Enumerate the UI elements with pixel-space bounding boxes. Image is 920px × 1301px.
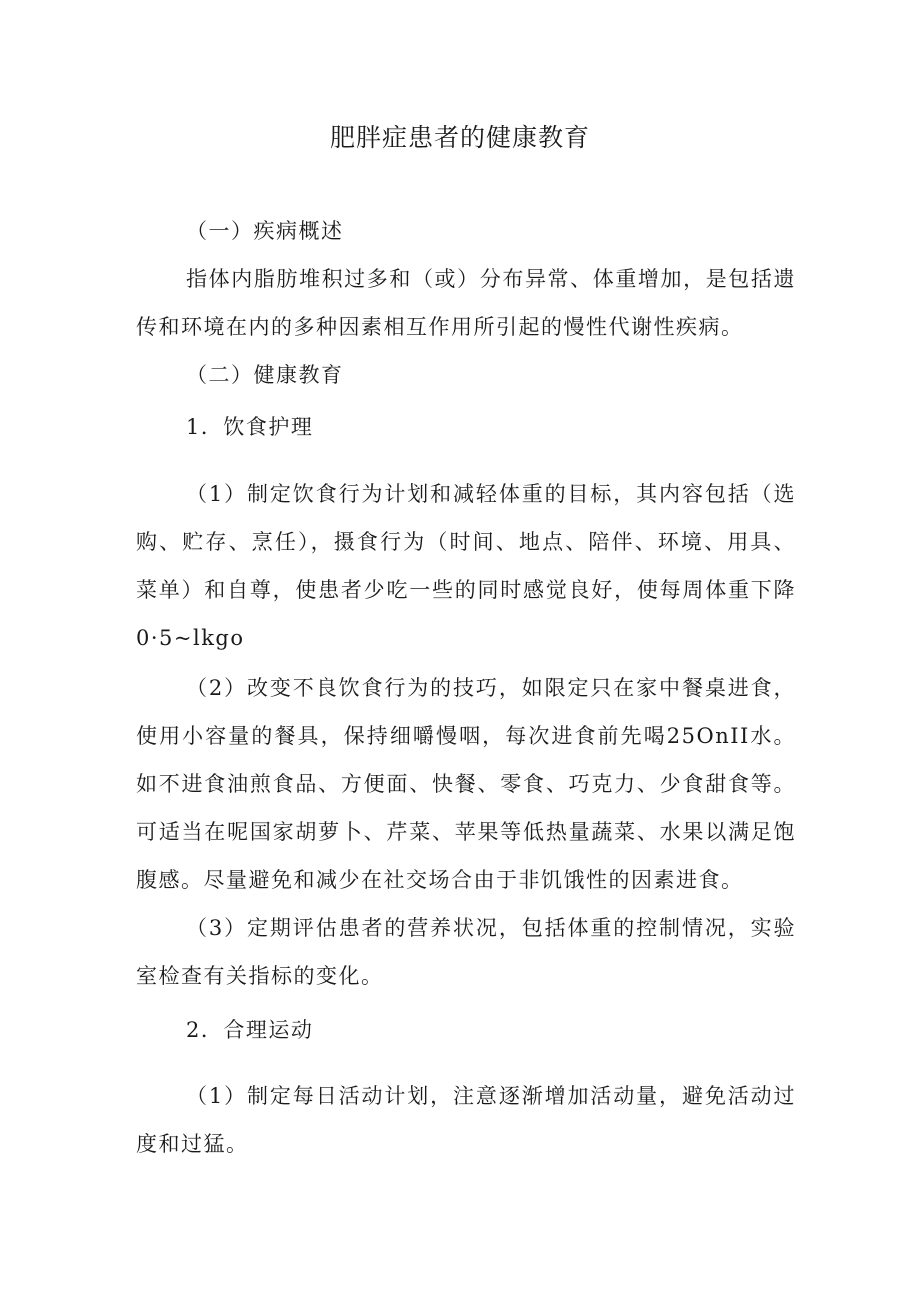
paragraph-nutrition-assessment: （3）定期评估患者的营养状况，包括体重的控制情况，实验室检查有关指标的变化。 — [136, 916, 796, 988]
section-heading-overview: （一）疾病概述 — [186, 219, 344, 243]
subheading-diet-care: 1．饮食护理 — [186, 415, 314, 439]
subheading-exercise: 2．合理运动 — [186, 1018, 314, 1042]
paragraph-diet-plan: （1）制定饮食行为计划和减轻体重的目标，其内容包括（选购、贮存、烹任），摄食行为（时间、地点、陪伴、环境、用具、菜单）和自尊，使患者少吃一些的同时感觉良好，使每周体重下降0·5~lkgo — [136, 482, 796, 650]
paragraph-overview: 指体内脂肪堆积过多和（或）分布异常、体重增加，是包括遗传和环境在内的多种因素相互作用所引起的慢性代谢性疾病。 — [136, 267, 796, 339]
section-heading-education: （二）健康教育 — [186, 363, 344, 387]
paragraph-activity-plan: （1）制定每日活动计划，注意逐渐增加活动量，避免活动过度和过猛。 — [136, 1084, 796, 1156]
document-title: 肥胖症患者的健康教育 — [329, 123, 590, 152]
paragraph-diet-habits: （2）改变不良饮食行为的技巧，如限定只在家中餐桌进食，使用小容量的餐具，保持细嚼慢咽，每次进食前先喝25OnII水。如不进食油煎食品、方便面、快餐、零食、巧克力、少食甜食等。可适当在呢国家胡萝卜、芹菜、苹果等低热量蔬菜、水果以满足饱腹感。尽量避免和减少在社交场合由于非饥饿性的因素进食。 — [136, 676, 796, 892]
